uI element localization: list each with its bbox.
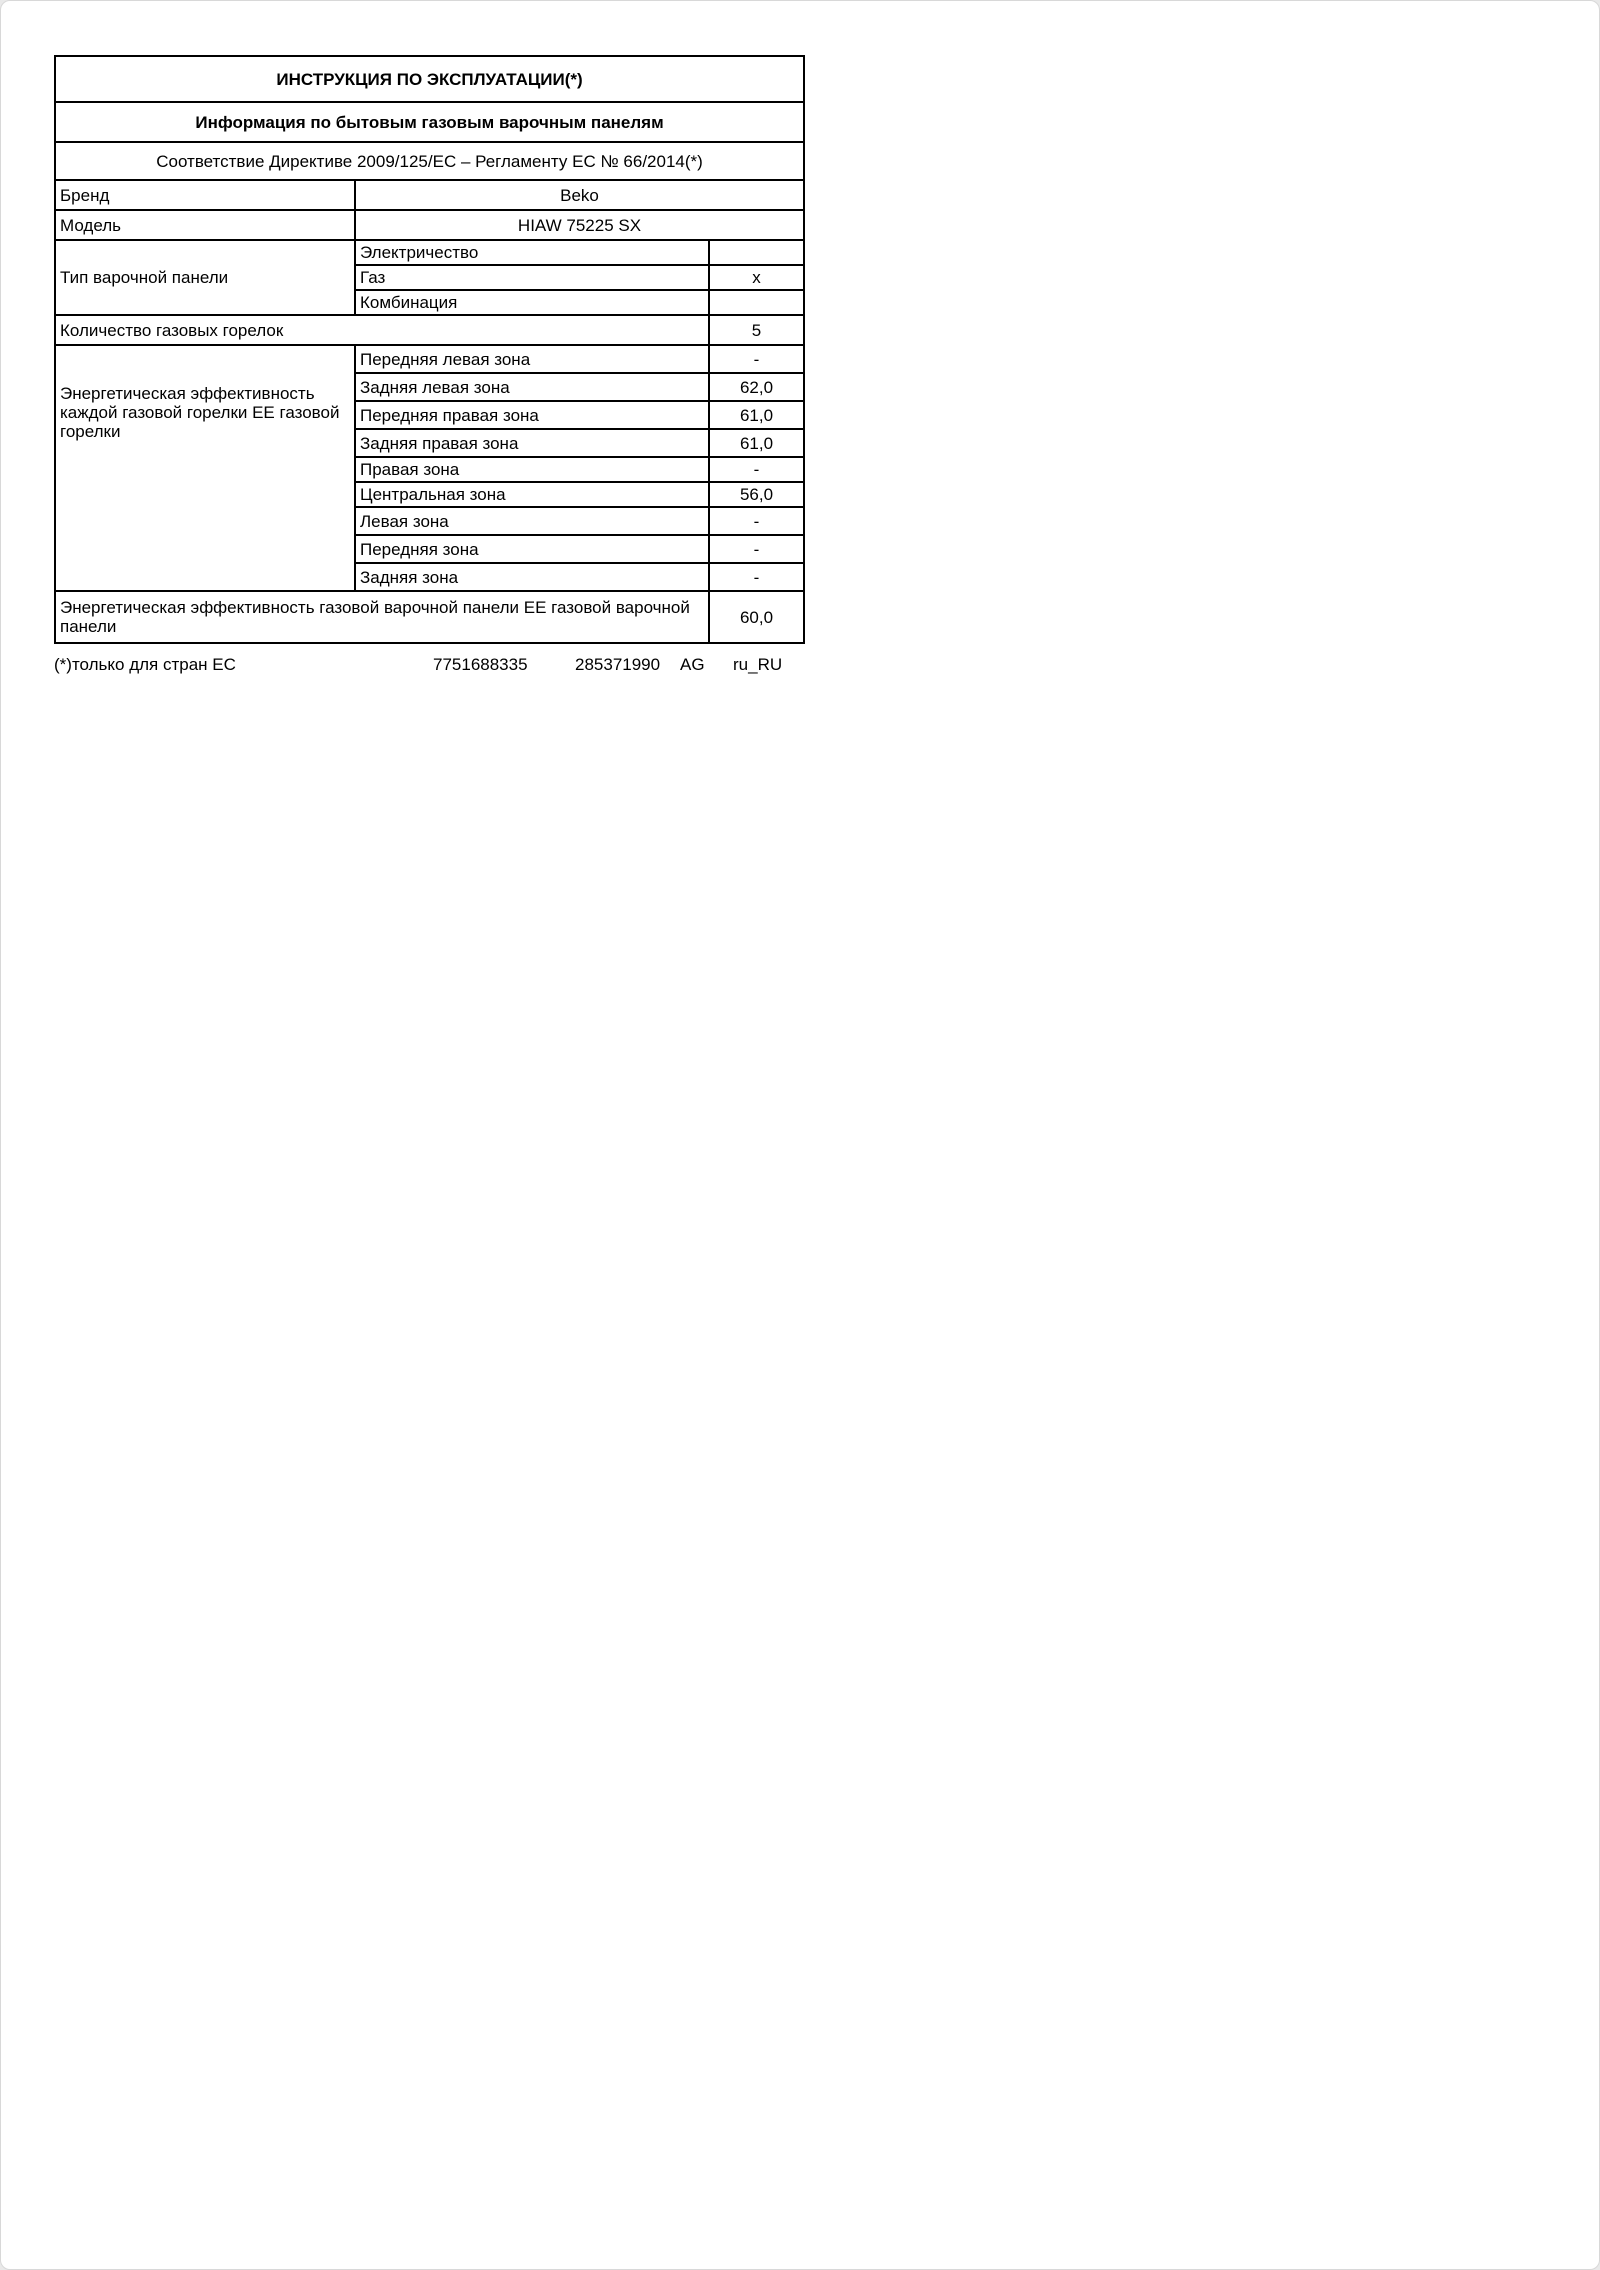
zone-label: Задняя левая зона (355, 373, 709, 401)
table-title: ИНСТРУКЦИЯ ПО ЭКСПЛУАТАЦИИ(*) (55, 56, 804, 102)
zone-value: - (709, 563, 804, 591)
footer-code-2: 285371990 (575, 655, 661, 674)
table-subtitle-row (55, 102, 804, 142)
brand-row (55, 180, 804, 210)
zone-value: 56,0 (709, 482, 804, 507)
hob-type-mark (709, 240, 804, 265)
brand-label: Бренд (55, 180, 355, 210)
footer-code-1: 7751688335 (433, 655, 528, 674)
model-value: HIAW 75225 SX (355, 210, 804, 240)
zone-label: Задняя зона (355, 563, 709, 591)
footer-locale: ru_RU (733, 655, 783, 674)
table-title-row (55, 56, 804, 102)
zone-label: Задняя правая зона (355, 429, 709, 457)
zone-value: - (709, 507, 804, 535)
hob-type-row (55, 240, 804, 265)
zone-value: - (709, 457, 804, 482)
hob-info-table (54, 55, 805, 644)
burners-value: 5 (709, 315, 804, 345)
zone-row (55, 345, 804, 373)
directive-text: Соответствие Директиве 2009/125/EC – Регламенту EC № 66/2014(*) (55, 142, 804, 180)
burner-ee-label: Энергетическая эффективность каждой газовой горелки EE газовой горелки (55, 345, 355, 591)
burners-row (55, 315, 804, 345)
hob-type-option: Комбинация (355, 290, 709, 315)
hob-ee-row (55, 591, 804, 643)
zone-label: Передняя правая зона (355, 401, 709, 429)
table-subtitle: Информация по бытовым газовым варочным панелям (55, 102, 804, 142)
zone-value: 62,0 (709, 373, 804, 401)
zone-value: - (709, 345, 804, 373)
hob-type-mark (709, 290, 804, 315)
zone-label: Правая зона (355, 457, 709, 482)
brand-value: Beko (355, 180, 804, 210)
hob-type-mark: x (709, 265, 804, 290)
zone-label: Передняя зона (355, 535, 709, 563)
hob-ee-value: 60,0 (709, 591, 804, 643)
zone-value: 61,0 (709, 429, 804, 457)
model-row (55, 210, 804, 240)
footer-note: (*)только для стран ЕС (54, 655, 236, 674)
footer-code-3: AG (680, 655, 705, 674)
zone-label: Передняя левая зона (355, 345, 709, 373)
directive-row (55, 142, 804, 180)
hob-type-label: Тип варочной панели (55, 240, 355, 315)
hob-type-option: Электричество (355, 240, 709, 265)
hob-ee-label: Энергетическая эффективность газовой варочной панели EE газовой варочной панели (55, 591, 709, 643)
burners-label: Количество газовых горелок (55, 315, 709, 345)
hob-type-option: Газ (355, 265, 709, 290)
model-label: Модель (55, 210, 355, 240)
zone-label: Центральная зона (355, 482, 709, 507)
zone-label: Левая зона (355, 507, 709, 535)
zone-value: - (709, 535, 804, 563)
zone-value: 61,0 (709, 401, 804, 429)
